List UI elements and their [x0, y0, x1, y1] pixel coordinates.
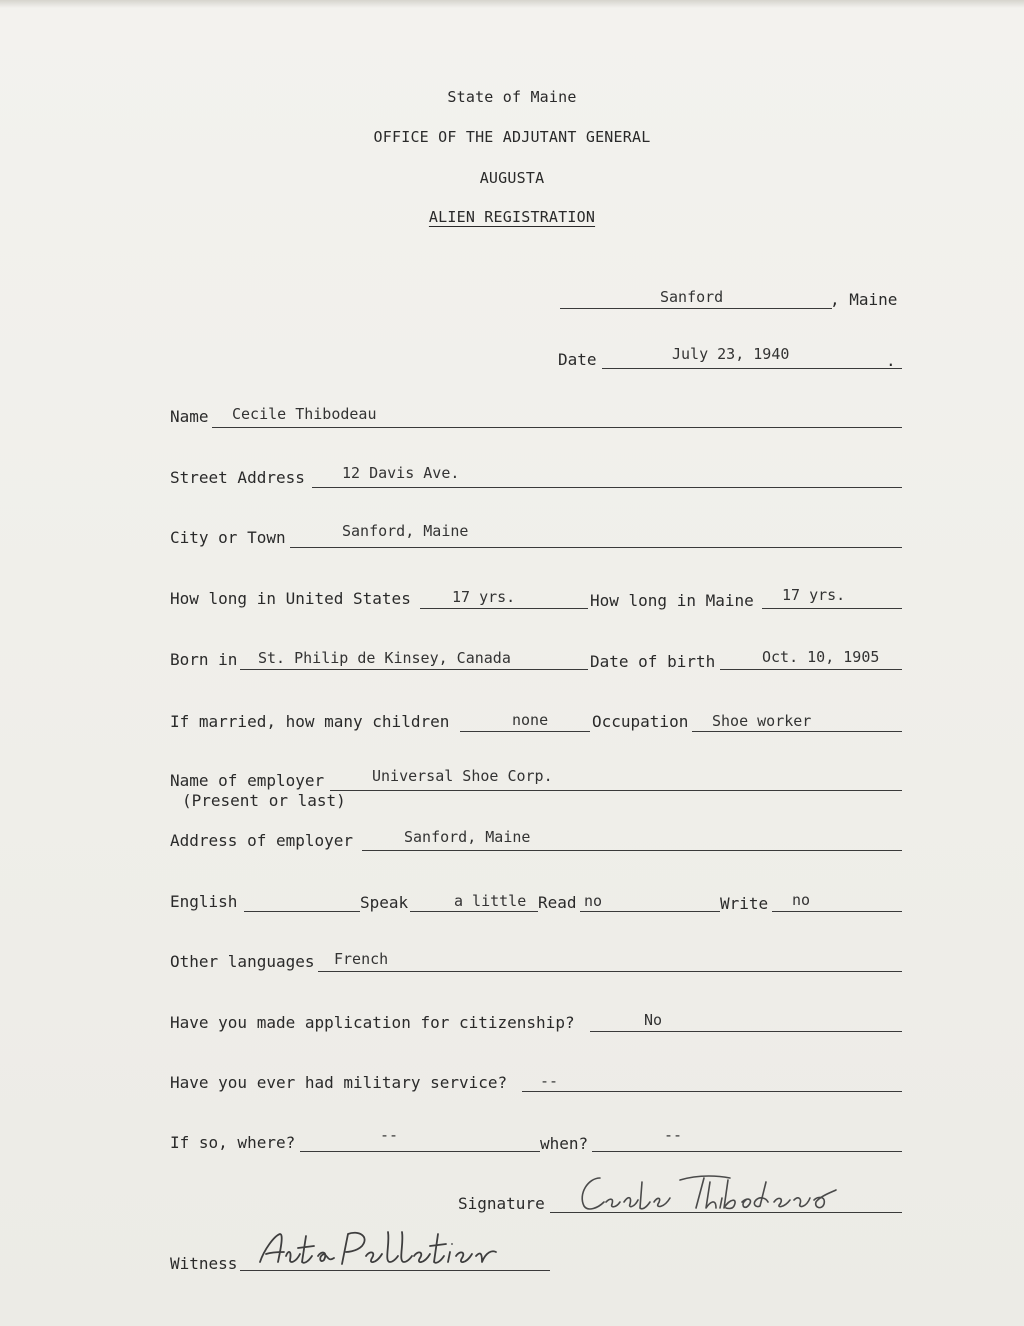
us-time-line — [420, 608, 588, 609]
children-value: none — [512, 711, 549, 729]
place-suffix: , Maine — [830, 290, 898, 309]
occupation-label: Occupation — [592, 712, 689, 731]
street-value: 12 Davis Ave. — [342, 464, 460, 482]
read-label: Read — [538, 893, 577, 912]
street-line — [312, 487, 902, 488]
employer-address-line — [362, 850, 902, 851]
place-line — [560, 308, 832, 309]
witness-signature-image — [254, 1222, 504, 1276]
occupation-value: Shoe worker — [712, 712, 812, 730]
born-line — [240, 669, 588, 670]
military-value: -- — [540, 1072, 559, 1090]
employer-line — [330, 790, 902, 791]
date-line — [602, 368, 902, 369]
write-label: Write — [720, 894, 769, 913]
occupation-line — [692, 731, 902, 732]
scan-edge — [0, 0, 1024, 8]
when-label: when? — [540, 1134, 589, 1153]
street-label: Street Address — [170, 468, 305, 487]
header-title — [0, 208, 1024, 226]
read-value: no — [584, 892, 603, 910]
military-line — [522, 1091, 902, 1092]
write-value: no — [792, 891, 811, 909]
date-label: Date — [558, 350, 597, 369]
military-label: Have you ever had military service? — [170, 1073, 508, 1092]
header-office: OFFICE OF THE ADJUTANT GENERAL — [373, 128, 651, 146]
employer-address-label: Address of employer — [170, 831, 354, 850]
maine-time-line — [762, 608, 902, 609]
name-label: Name — [170, 407, 209, 426]
us-time-label: How long in United States — [170, 589, 411, 608]
when-line — [592, 1151, 902, 1152]
other-languages-value: French — [334, 950, 389, 968]
employer-value: Universal Shoe Corp. — [372, 767, 553, 785]
employer-address-value: Sanford, Maine — [404, 828, 531, 846]
dob-label: Date of birth — [590, 652, 716, 671]
where-label: If so, where? — [170, 1133, 296, 1152]
city-value: Sanford, Maine — [342, 522, 469, 540]
speak-label: Speak — [360, 893, 409, 912]
maine-time-label: How long in Maine — [590, 591, 754, 610]
witness-label: Witness — [170, 1254, 238, 1273]
children-line — [460, 731, 590, 732]
other-languages-line — [318, 971, 902, 972]
other-languages-label: Other languages — [170, 952, 315, 971]
english-label: English — [170, 892, 238, 911]
citizenship-line — [590, 1031, 902, 1032]
name-value: Cecile Thibodeau — [232, 405, 377, 423]
signature-image — [570, 1168, 850, 1220]
name-line — [212, 427, 902, 428]
maine-time-value: 17 yrs. — [782, 586, 846, 604]
employer-label: Name of employer — [170, 771, 325, 790]
where-line — [300, 1151, 540, 1152]
born-value: St. Philip de Kinsey, Canada — [258, 649, 511, 667]
place-value: Sanford — [660, 288, 724, 306]
date-value: July 23, 1940 — [672, 345, 790, 363]
write-line — [772, 911, 902, 912]
read-line — [580, 911, 720, 912]
dob-value: Oct. 10, 1905 — [762, 648, 880, 666]
where-value: -- — [380, 1126, 399, 1144]
signature-label: Signature — [458, 1194, 545, 1213]
born-label: Born in — [170, 650, 238, 669]
city-line — [290, 547, 902, 548]
citizenship-label: Have you made application for citizenship? — [170, 1013, 575, 1032]
city-label: City or Town — [170, 528, 286, 547]
header-title-text: ALIEN REGISTRATION — [428, 208, 596, 226]
english-line — [244, 911, 360, 912]
speak-line — [410, 911, 538, 912]
us-time-value: 17 yrs. — [452, 588, 516, 606]
children-label: If married, how many children — [170, 712, 450, 731]
header-city: AUGUSTA — [479, 169, 545, 187]
header-state: State of Maine — [447, 88, 577, 106]
date-dot: . — [886, 351, 896, 370]
dob-line — [720, 669, 902, 670]
employer-sublabel: (Present or last) — [182, 791, 346, 810]
when-value: -- — [664, 1126, 683, 1144]
speak-value: a little — [454, 892, 527, 910]
citizenship-value: No — [644, 1011, 663, 1029]
